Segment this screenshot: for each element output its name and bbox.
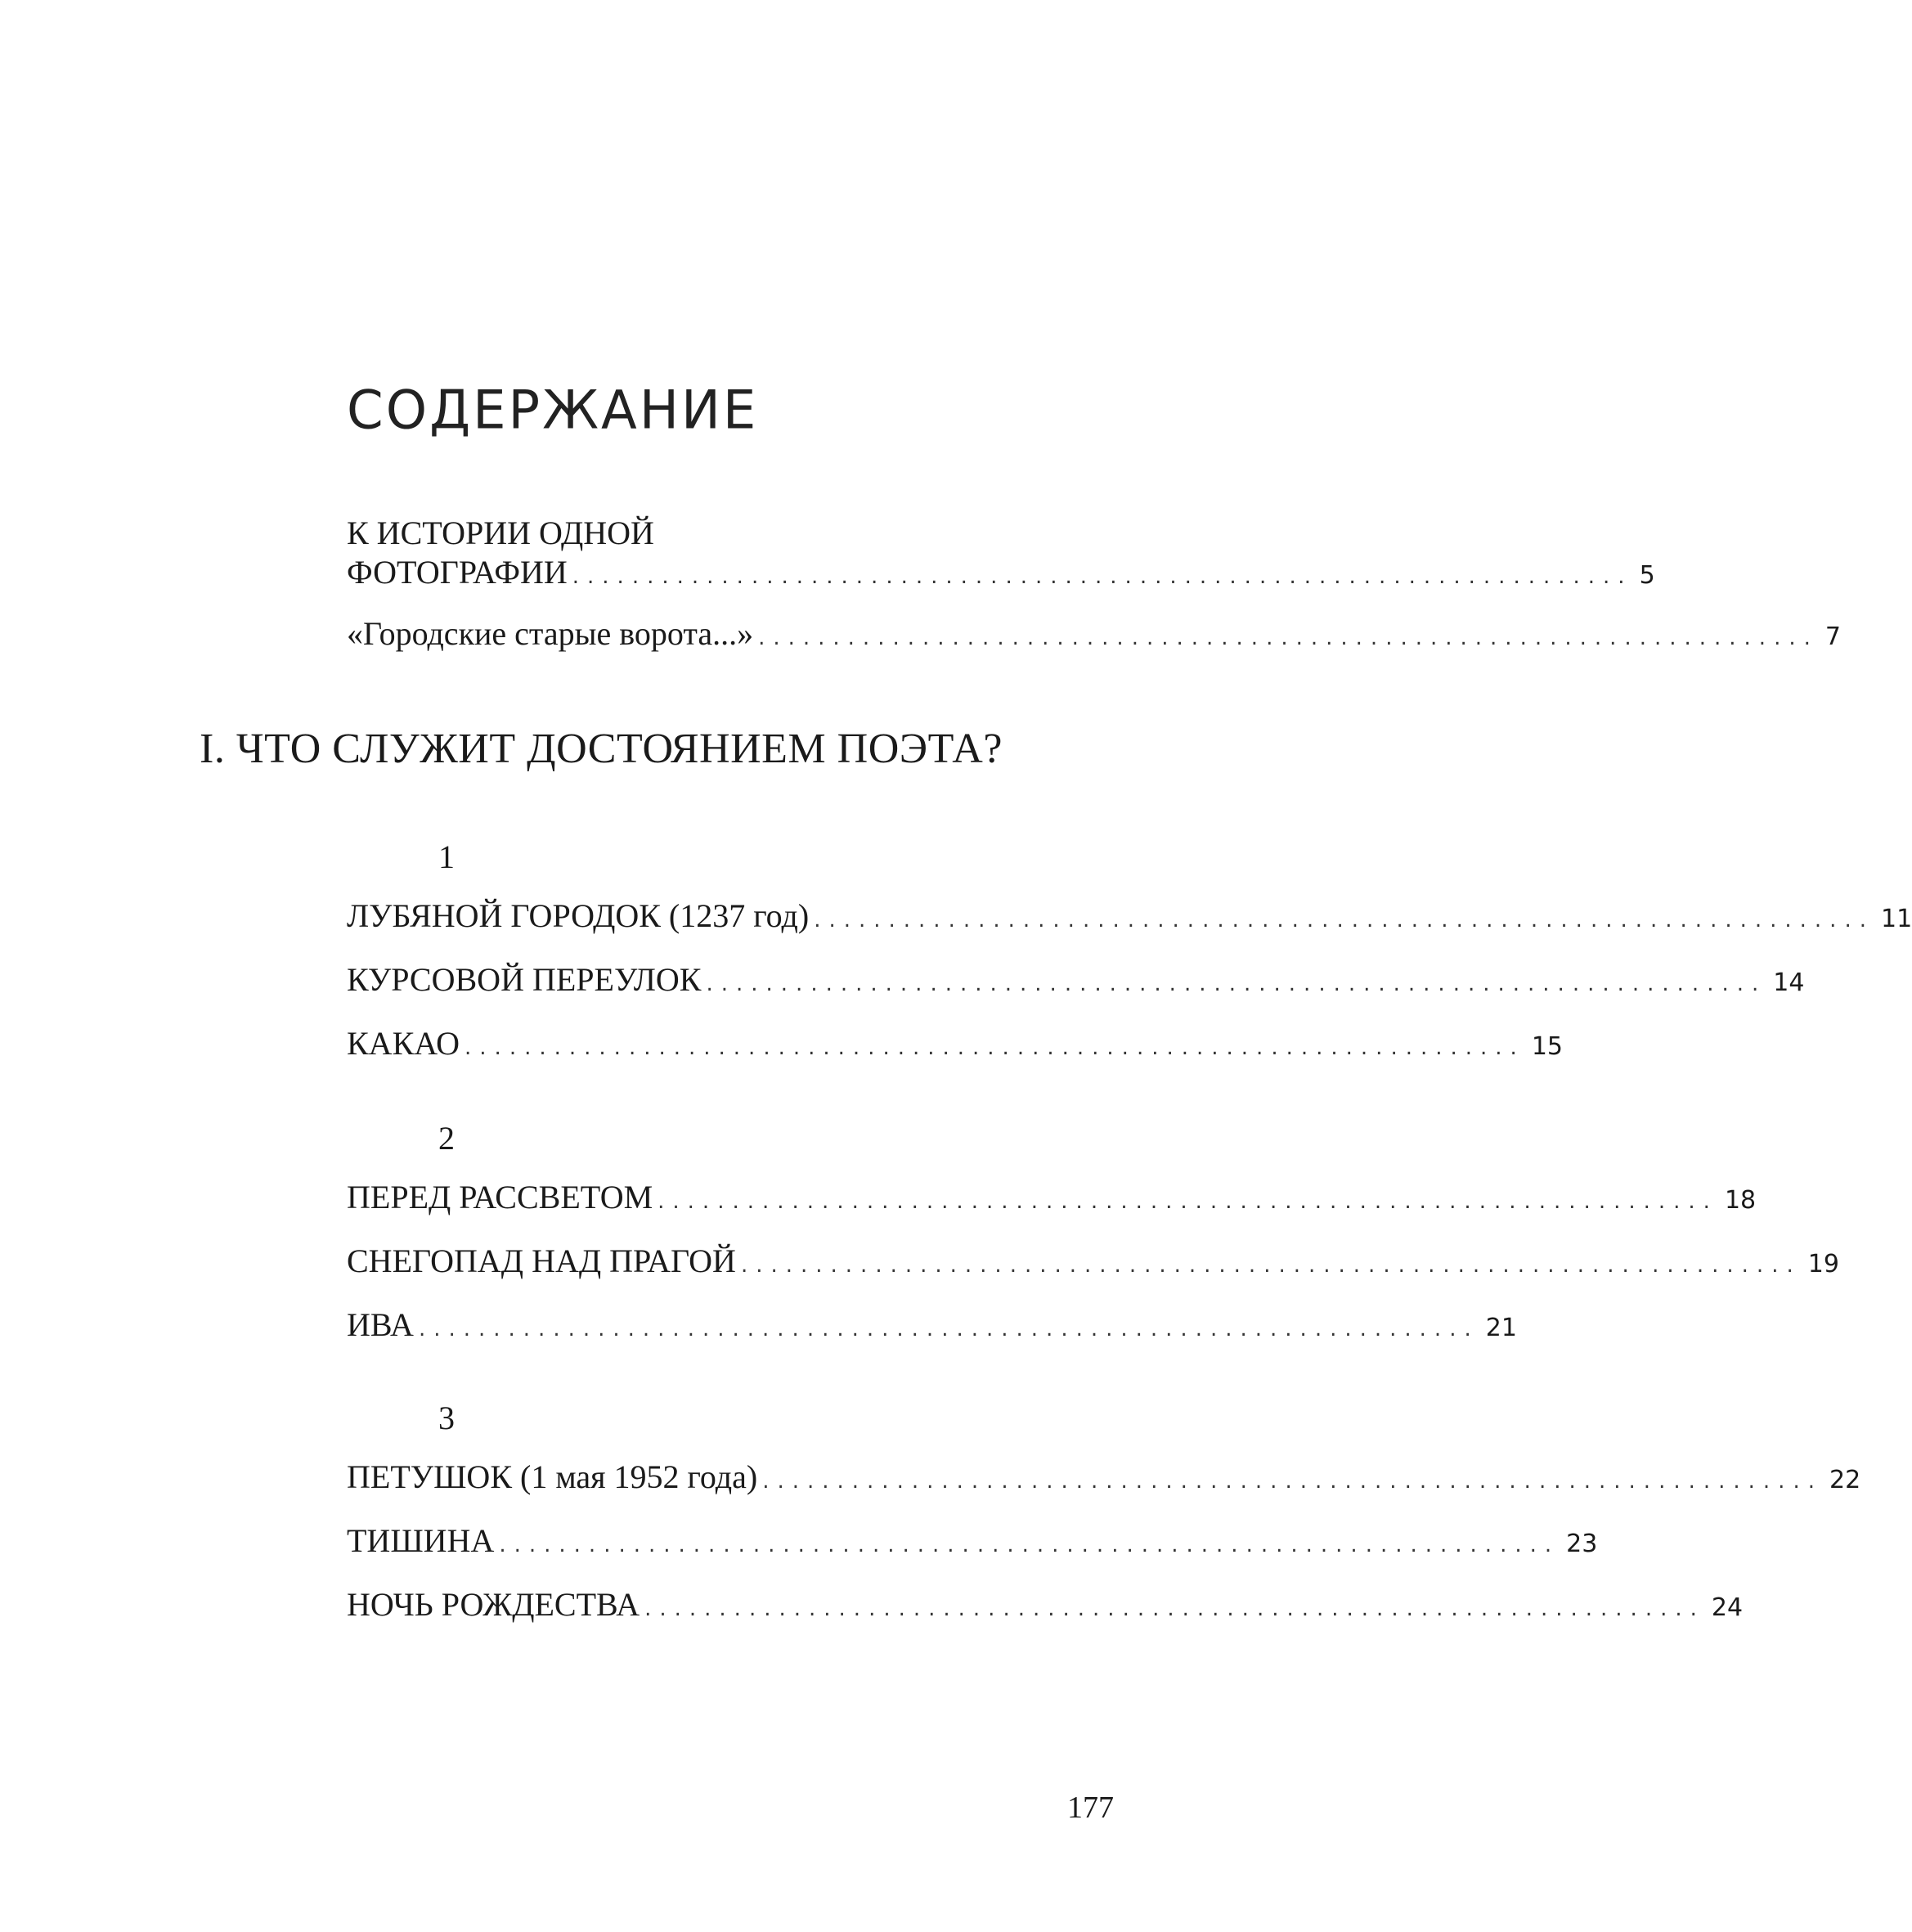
- dot-leader: .......................................................................: [418, 1317, 1479, 1341]
- toc-entry[interactable]: [347, 1024, 1564, 1067]
- toc-entry-page: 22: [1829, 1466, 1861, 1494]
- toc-entry-title: ИВА: [347, 1305, 419, 1345]
- toc-entry[interactable]: [347, 1458, 1861, 1501]
- dot-leader: .......................................................................: [758, 626, 1819, 650]
- toc-entry-page: 18: [1724, 1186, 1757, 1215]
- dot-leader: .......................................................................: [814, 908, 1874, 932]
- toc-entry-page: 11: [1880, 905, 1912, 933]
- dot-leader: .......................................................................: [499, 1533, 1560, 1557]
- toc-entry-title: ПЕТУШОК (1 мая 1952 года): [347, 1458, 762, 1497]
- toc-entry[interactable]: [347, 960, 1805, 1004]
- toc-entry[interactable]: [347, 1178, 1757, 1221]
- toc-entry-title-line2: ФОТОГРАФИИ: [347, 553, 572, 592]
- toc-group-3: [347, 1458, 1861, 1629]
- toc-entry-page: 24: [1711, 1593, 1744, 1622]
- toc-entry-title: СНЕГОПАД НАД ПРАГОЙ: [347, 1242, 741, 1281]
- section-heading: I. ЧТО СЛУЖИТ ДОСТОЯНИЕМ ПОЭТА?: [200, 726, 1003, 772]
- toc-entry-page: 15: [1531, 1032, 1564, 1061]
- toc-entry-title: КУРСОВОЙ ПЕРЕУЛОК: [347, 960, 706, 1000]
- dot-leader: .......................................................................: [762, 1469, 1823, 1494]
- page-title: СОДЕРЖАНИЕ: [347, 380, 759, 442]
- page-number: 177: [1067, 1790, 1114, 1825]
- toc-entry[interactable]: [347, 1521, 1598, 1565]
- toc-intro: [347, 514, 1841, 658]
- dot-leader: .......................................................................: [465, 1036, 1525, 1060]
- toc-entry-intro-1[interactable]: [347, 514, 1655, 596]
- toc-entry-page: 21: [1485, 1314, 1517, 1342]
- toc-entry[interactable]: [347, 896, 1912, 940]
- toc-entry[interactable]: [347, 1585, 1744, 1629]
- dot-leader: .......................................................................: [658, 1189, 1718, 1214]
- toc-entry-title: НОЧЬ РОЖДЕСТВА: [347, 1585, 644, 1624]
- toc-entry-title: КАКАО: [347, 1024, 465, 1063]
- toc-entry-intro-2[interactable]: [347, 614, 1841, 658]
- group-number: 2: [438, 1120, 455, 1157]
- group-number: 3: [438, 1400, 455, 1436]
- toc-entry-page: 19: [1807, 1250, 1839, 1278]
- toc-entry-page: 5: [1639, 561, 1655, 590]
- group-number: 1: [438, 838, 455, 875]
- toc-entry-title: «Городские старые ворота...»: [347, 614, 758, 654]
- toc-entry-title: ПЕРЕД РАССВЕТОМ: [347, 1178, 658, 1217]
- toc-entry-page: 23: [1566, 1530, 1598, 1558]
- dot-leader: .......................................................................: [706, 972, 1767, 996]
- toc-entry-page: 14: [1773, 968, 1805, 997]
- toc-entry-page: 7: [1824, 622, 1841, 651]
- dot-leader: .......................................................................: [644, 1597, 1705, 1621]
- toc-entry-title: ЛУБЯНОЙ ГОРОДОК (1237 год): [347, 896, 814, 936]
- dot-leader: .......................................................................: [572, 564, 1633, 589]
- toc-group-1: [347, 896, 1912, 1067]
- toc-entry[interactable]: [347, 1305, 1517, 1349]
- toc-entry-title: ТИШИНА: [347, 1521, 499, 1561]
- dot-leader: .......................................................................: [740, 1253, 1802, 1278]
- toc-entry-title-line1: К ИСТОРИИ ОДНОЙ: [347, 514, 654, 551]
- toc-group-2: [347, 1178, 1839, 1349]
- toc-entry[interactable]: [347, 1242, 1839, 1285]
